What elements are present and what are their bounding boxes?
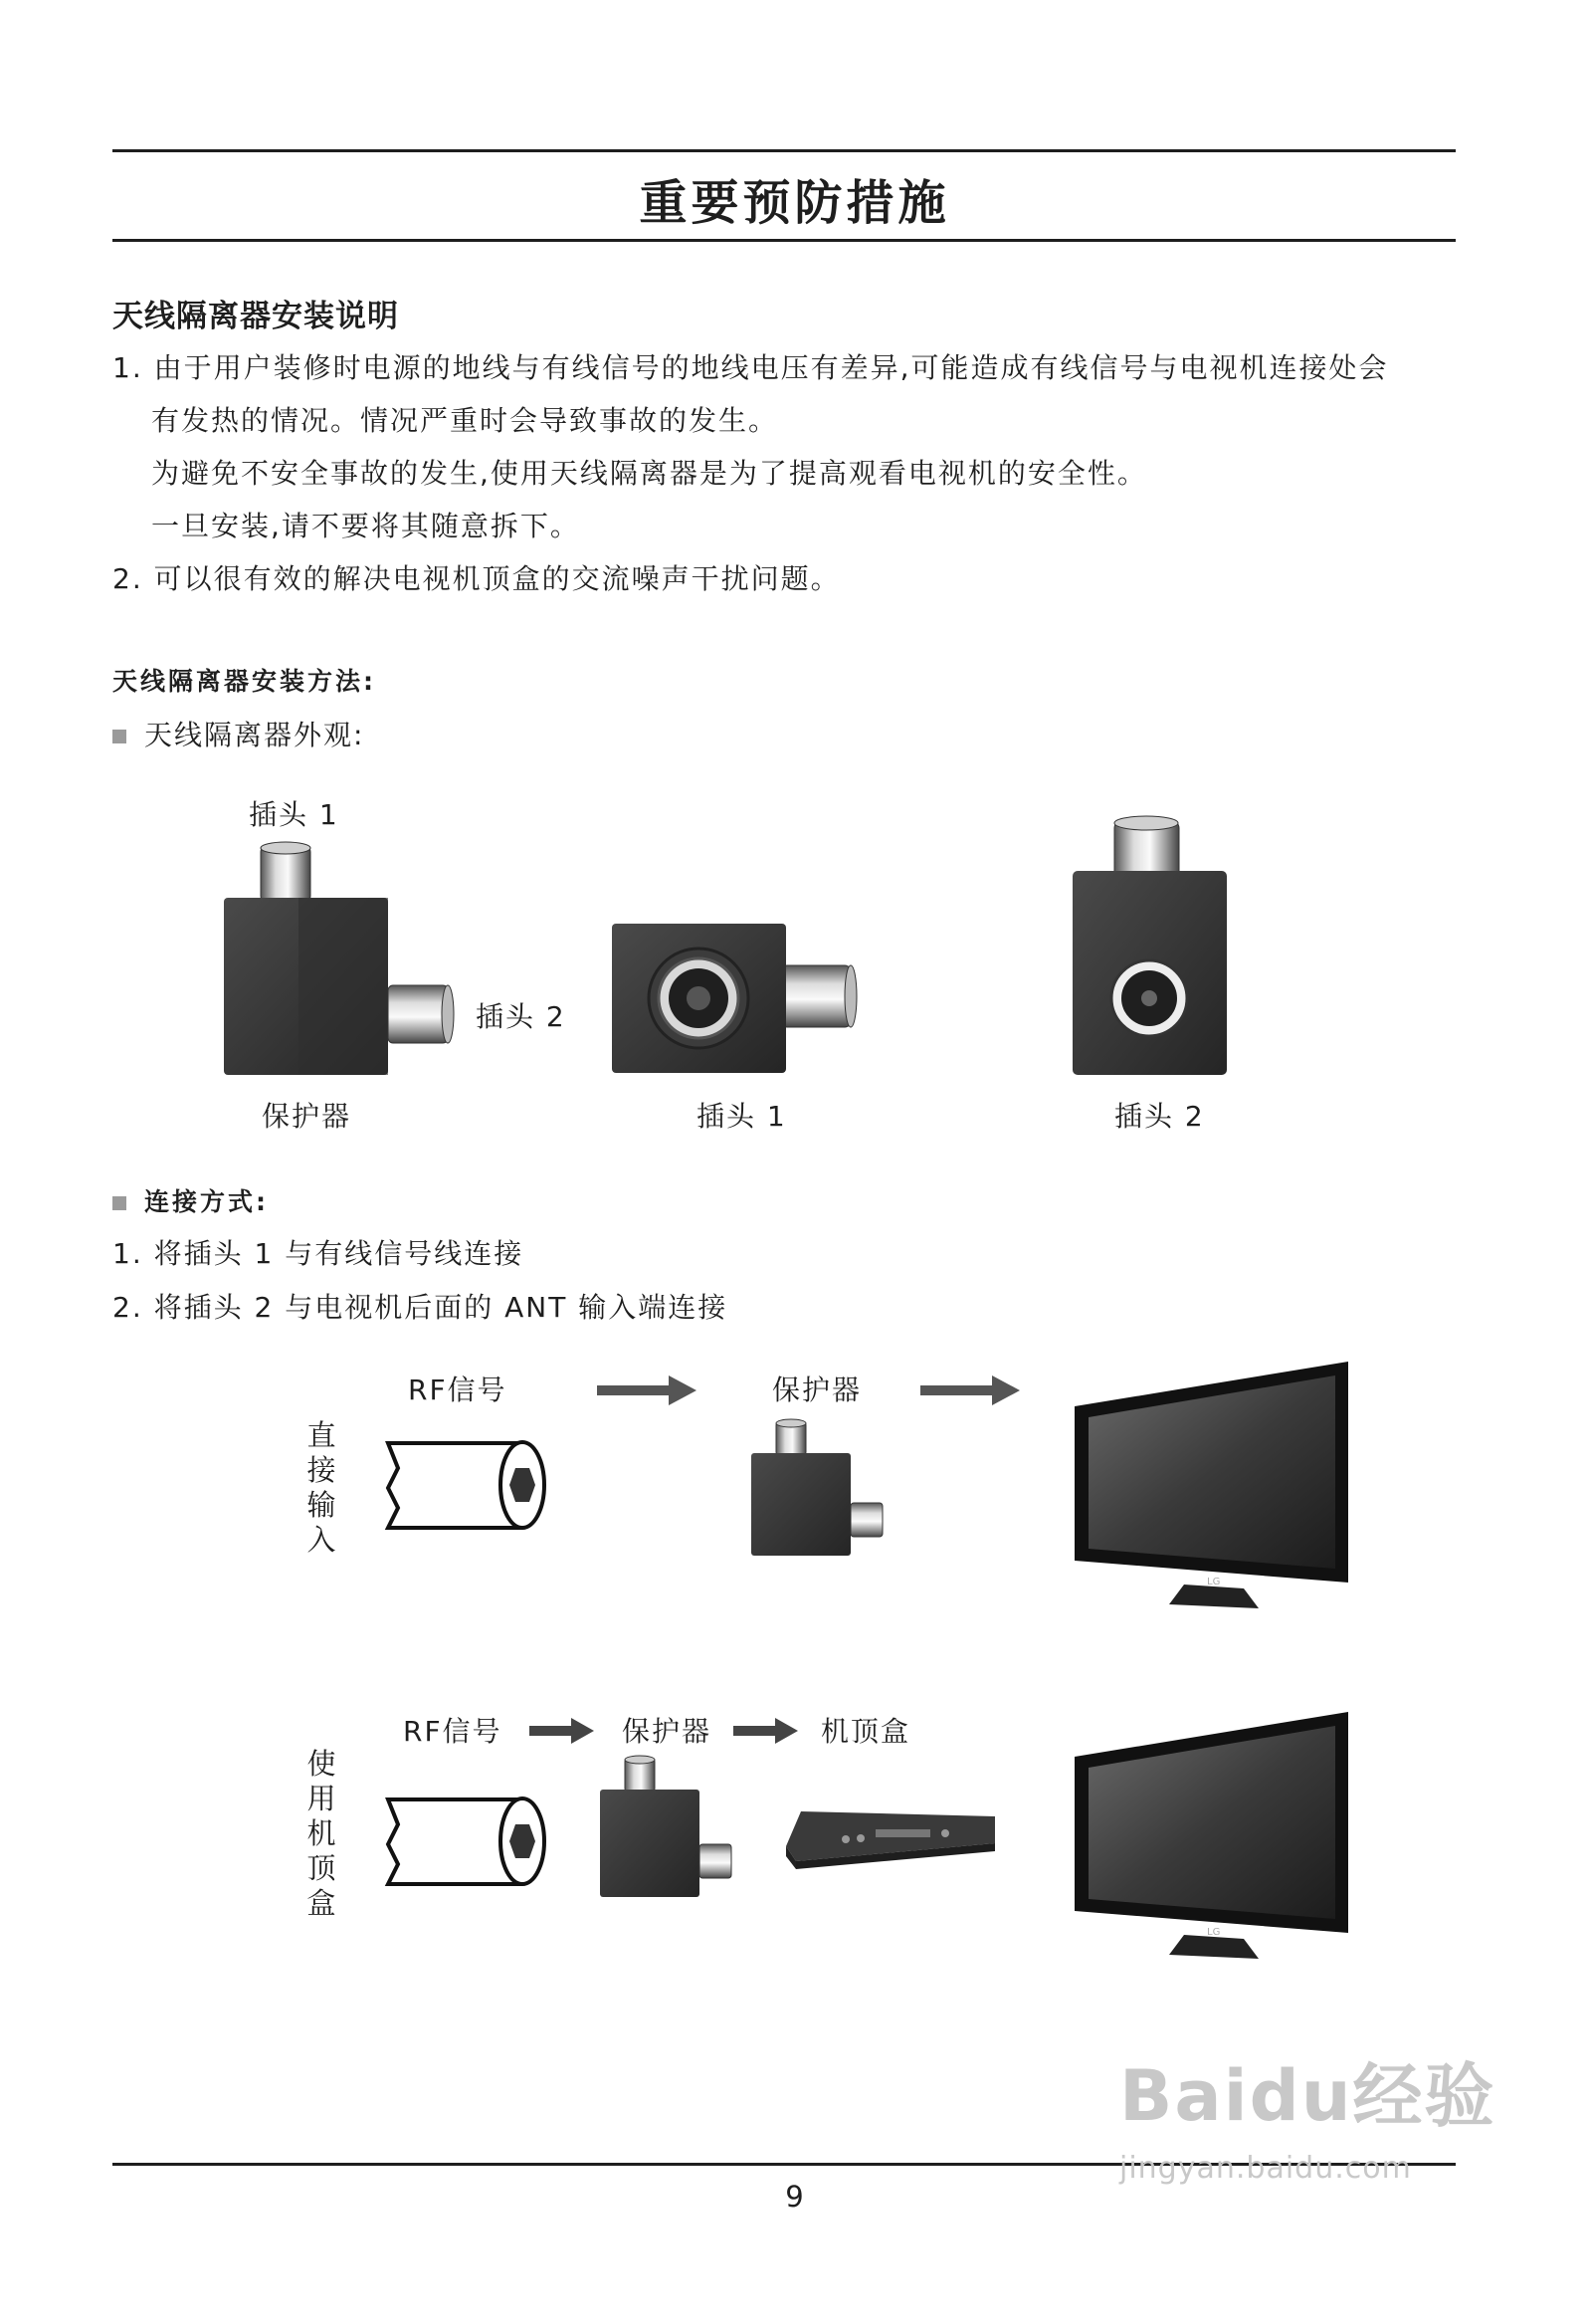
watermark-brand: Baidu经验 (1119, 2055, 1496, 2137)
diagram1-arrow-2 (920, 1375, 1020, 1405)
diagram1-tv-image (1075, 1362, 1353, 1620)
isolator-side-view-image (219, 836, 458, 1080)
diagram2-rf-label: RF信号 (403, 1715, 502, 1748)
connection-heading-text: 连接方式: (144, 1187, 269, 1216)
section-heading-install-method: 天线隔离器安装方法: (112, 667, 376, 696)
diagram2-protector-label: 保护器 (622, 1715, 712, 1748)
diagram1-arrow-1 (597, 1375, 696, 1405)
page-title: 重要预防措施 (639, 175, 950, 231)
diagram2-arrow-2 (733, 1718, 798, 1744)
instruction-line-4: 一旦安装,请不要将其随意拆下。 (151, 510, 580, 542)
section-heading-instructions: 天线隔离器安装说明 (112, 299, 399, 334)
diagram2-cable-icon (378, 1795, 547, 1889)
bullet-square-icon (112, 1196, 126, 1210)
connection-line-1: 1. 将插头 1 与有线信号线连接 (112, 1237, 524, 1270)
instruction-line-1: 1. 由于用户装修时电源的地线与有线信号的地线电压有差异,可能造成有线信号与电视机连接处会 (112, 351, 1389, 384)
bullet-square-icon (112, 730, 126, 743)
label-plug1-bottom: 插头 1 (696, 1100, 787, 1133)
watermark-url: jingyan.baidu.com (1119, 2151, 1412, 2186)
diagram2-side-label: 使 用 机 顶 盒 (306, 1747, 336, 1920)
tv-logo-text: LG (1207, 1577, 1221, 1587)
isolator-front-view-image (612, 921, 851, 1075)
diagram1-rf-label: RF信号 (408, 1373, 507, 1406)
label-protector: 保护器 (262, 1100, 352, 1133)
appearance-label-text: 天线隔离器外观: (144, 719, 365, 751)
top-rule (112, 149, 1456, 152)
label-plug2-side: 插头 2 (476, 1000, 566, 1033)
instruction-line-5: 2. 可以很有效的解决电视机顶盒的交流噪声干扰问题。 (112, 562, 841, 595)
diagram2-protector-image (600, 1755, 734, 1899)
diagram1-protector-label: 保护器 (772, 1373, 863, 1406)
diagram2-stb-label: 机顶盒 (821, 1715, 911, 1748)
page-number: 9 (785, 2180, 804, 2214)
diagram2-set-top-box-image (786, 1811, 1000, 1871)
section-heading-connection (112, 1182, 269, 1218)
diagram1-protector-image (751, 1418, 886, 1558)
isolator-rear-view-image (1070, 816, 1229, 1080)
diagram1-cable-icon (378, 1438, 547, 1533)
baidu-watermark (1119, 2040, 1497, 2200)
diagram2-tv-image (1075, 1712, 1353, 1971)
instruction-line-3: 为避免不安全事故的发生,使用天线隔离器是为了提高观看电视机的安全性。 (151, 457, 1147, 490)
title-underline (112, 239, 1456, 242)
instruction-line-2: 有发热的情况。情况严重时会导致事故的发生。 (151, 404, 779, 437)
diagram1-side-label: 直 接 输 入 (306, 1418, 336, 1557)
label-plug2-bottom: 插头 2 (1114, 1100, 1205, 1133)
appearance-label (112, 714, 364, 753)
tv-logo-text: LG (1207, 1927, 1221, 1938)
connection-line-2: 2. 将插头 2 与电视机后面的 ANT 输入端连接 (112, 1291, 728, 1324)
label-plug1-top: 插头 1 (249, 798, 339, 831)
diagram2-arrow-1 (529, 1718, 594, 1744)
